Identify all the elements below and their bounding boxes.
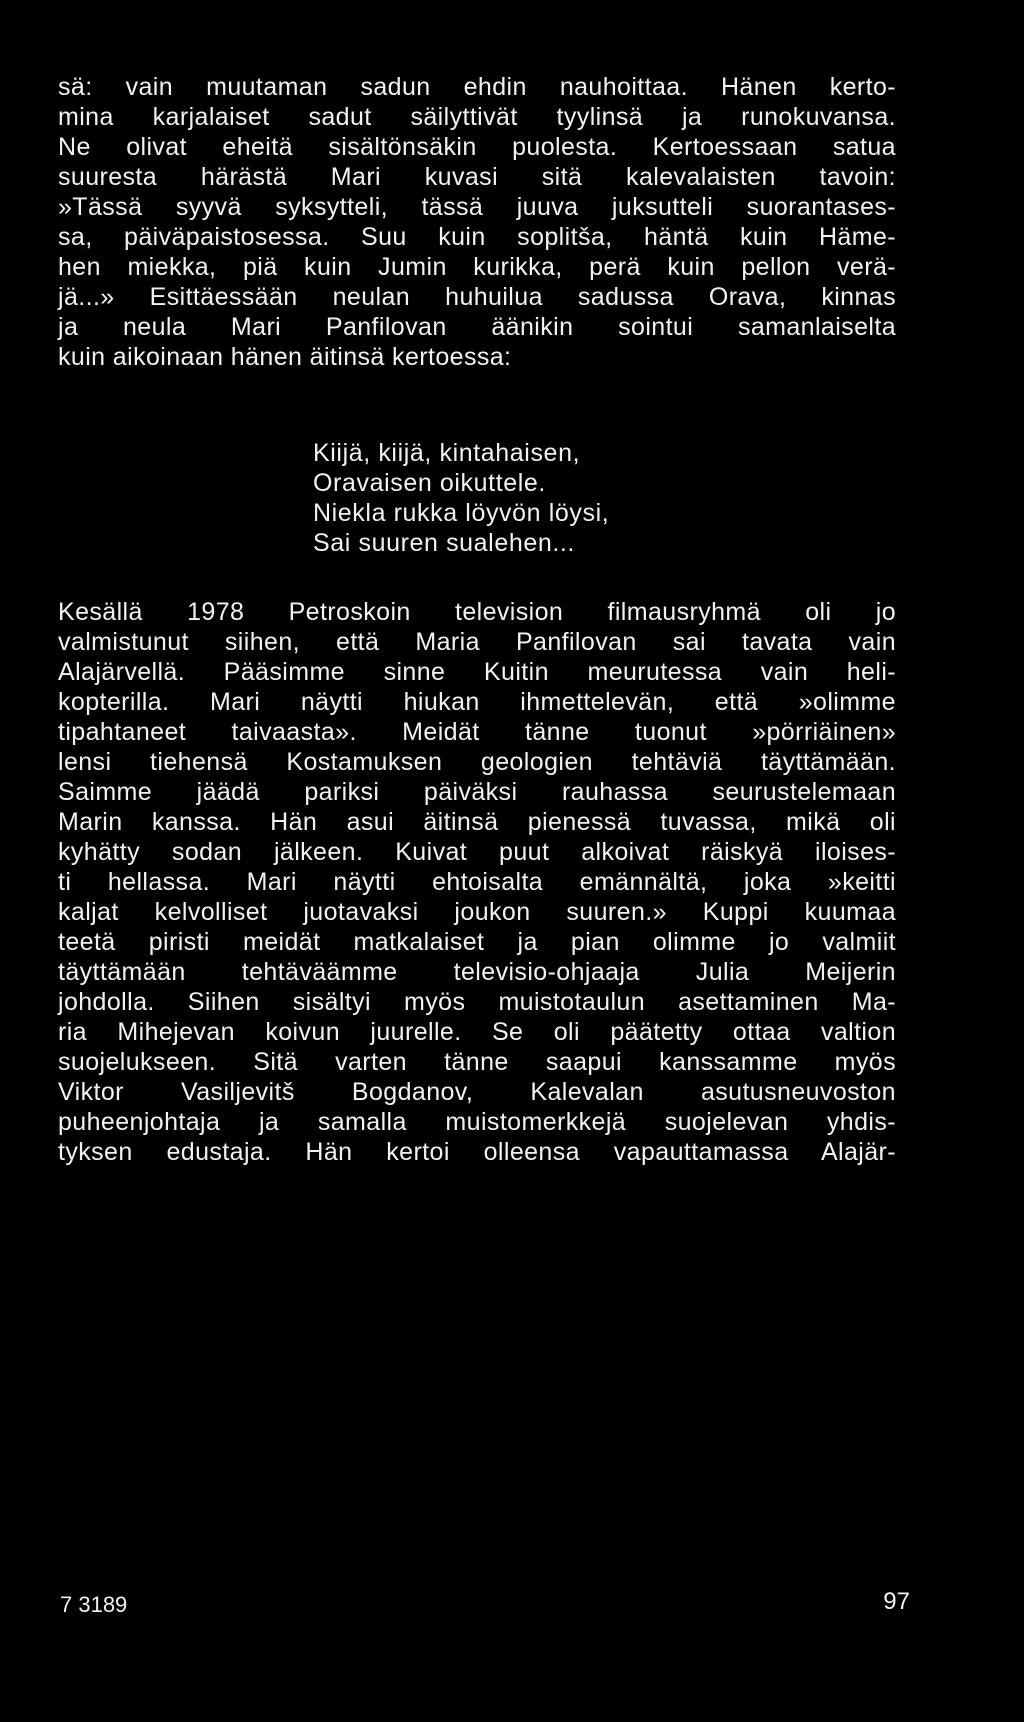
text-line: valmistunut siihen, että Maria Panfilovan sai tavata vain bbox=[58, 628, 896, 656]
text-line: hen miekka, piä kuin Jumin kurikka, perä kuin pellon verä- bbox=[58, 253, 896, 281]
text-line: ja neula Mari Panfilovan äänikin sointui samanlaiselta bbox=[58, 313, 896, 341]
text-line: tyksen edustaja. Hän kertoi olleensa vapauttamassa Alajär- bbox=[58, 1138, 896, 1166]
text-line: suuresta härästä Mari kuvasi sitä kalevalaisten tavoin: bbox=[58, 163, 896, 191]
printer-signature: 7 3189 bbox=[60, 1592, 128, 1617]
text-line: kuin aikoinaan hänen äitinsä kertoessa: bbox=[58, 343, 512, 371]
text-line: mina karjalaiset sadut säilyttivät tyylinsä ja runokuvansa. bbox=[58, 103, 896, 131]
text-line: ti hellassa. Mari näytti ehtoisalta emännältä, joka »keitti bbox=[58, 868, 896, 896]
text-line: ria Mihejevan koivun juurelle. Se oli päätetty ottaa valtion bbox=[58, 1018, 896, 1046]
paragraph-1 bbox=[58, 72, 896, 372]
text-line: »Tässä syyvä syksytteli, tässä juuva juksutteli suorantases- bbox=[58, 193, 896, 221]
text-line: Ne olivat eheitä sisältönsäkin puolesta. Kertoessaan satua bbox=[58, 133, 896, 161]
poem-verse: Kiijä, kiijä, kintahaisen, bbox=[313, 439, 581, 467]
text-line: Kesällä 1978 Petroskoin television filmausryhmä oli jo bbox=[58, 598, 896, 626]
text-line: kopterilla. Mari näytti hiukan ihmettelevän, että »olimme bbox=[58, 688, 896, 716]
paragraph-2 bbox=[58, 597, 896, 1167]
text-line: tipahtaneet taivaasta». Meidät tänne tuonut »pörriäinen» bbox=[58, 718, 896, 746]
page-number: 97 bbox=[883, 1588, 910, 1615]
text-line: jä...» Esittäessään neulan huhuilua sadussa Orava, kinnas bbox=[58, 283, 896, 311]
text-line: täyttämään tehtäväämme televisio-ohjaaja Julia Meijerin bbox=[58, 958, 896, 986]
poem-verse: Niekla rukka löyvön löysi, bbox=[313, 499, 610, 527]
text-line: johdolla. Siihen sisältyi myös muistotaulun asettaminen Ma- bbox=[58, 988, 896, 1016]
text-line: Saimme jäädä pariksi päiväksi rauhassa seurustelemaan bbox=[58, 778, 896, 806]
text-line: kyhätty sodan jälkeen. Kuivat puut alkoivat räiskyä iloises- bbox=[58, 838, 896, 866]
poem-quote bbox=[313, 438, 813, 558]
poem-verse: Sai suuren sualehen... bbox=[313, 529, 575, 557]
text-line: suojelukseen. Sitä varten tänne saapui kanssamme myös bbox=[58, 1048, 896, 1076]
text-line: sa, päiväpaistosessa. Suu kuin soplitša, häntä kuin Häme- bbox=[58, 223, 896, 251]
poem-verse: Oravaisen oikuttele. bbox=[313, 469, 546, 497]
text-line: teetä piristi meidät matkalaiset ja pian olimme jo valmiit bbox=[58, 928, 896, 956]
text-line: sä: vain muutaman sadun ehdin nauhoittaa. Hänen kerto- bbox=[58, 73, 896, 101]
text-line: Alajärvellä. Pääsimme sinne Kuitin meurutessa vain heli- bbox=[58, 658, 896, 686]
text-line: lensi tiehensä Kostamuksen geologien tehtäviä täyttämään. bbox=[58, 748, 896, 776]
text-line: Marin kanssa. Hän asui äitinsä pienessä tuvassa, mikä oli bbox=[58, 808, 896, 836]
text-line: kaljat kelvolliset juotavaksi joukon suuren.» Kuppi kuumaa bbox=[58, 898, 896, 926]
text-line: puheenjohtaja ja samalla muistomerkkejä suojelevan yhdis- bbox=[58, 1108, 896, 1136]
text-line: Viktor Vasiljevitš Bogdanov, Kalevalan asutusneuvoston bbox=[58, 1078, 896, 1106]
